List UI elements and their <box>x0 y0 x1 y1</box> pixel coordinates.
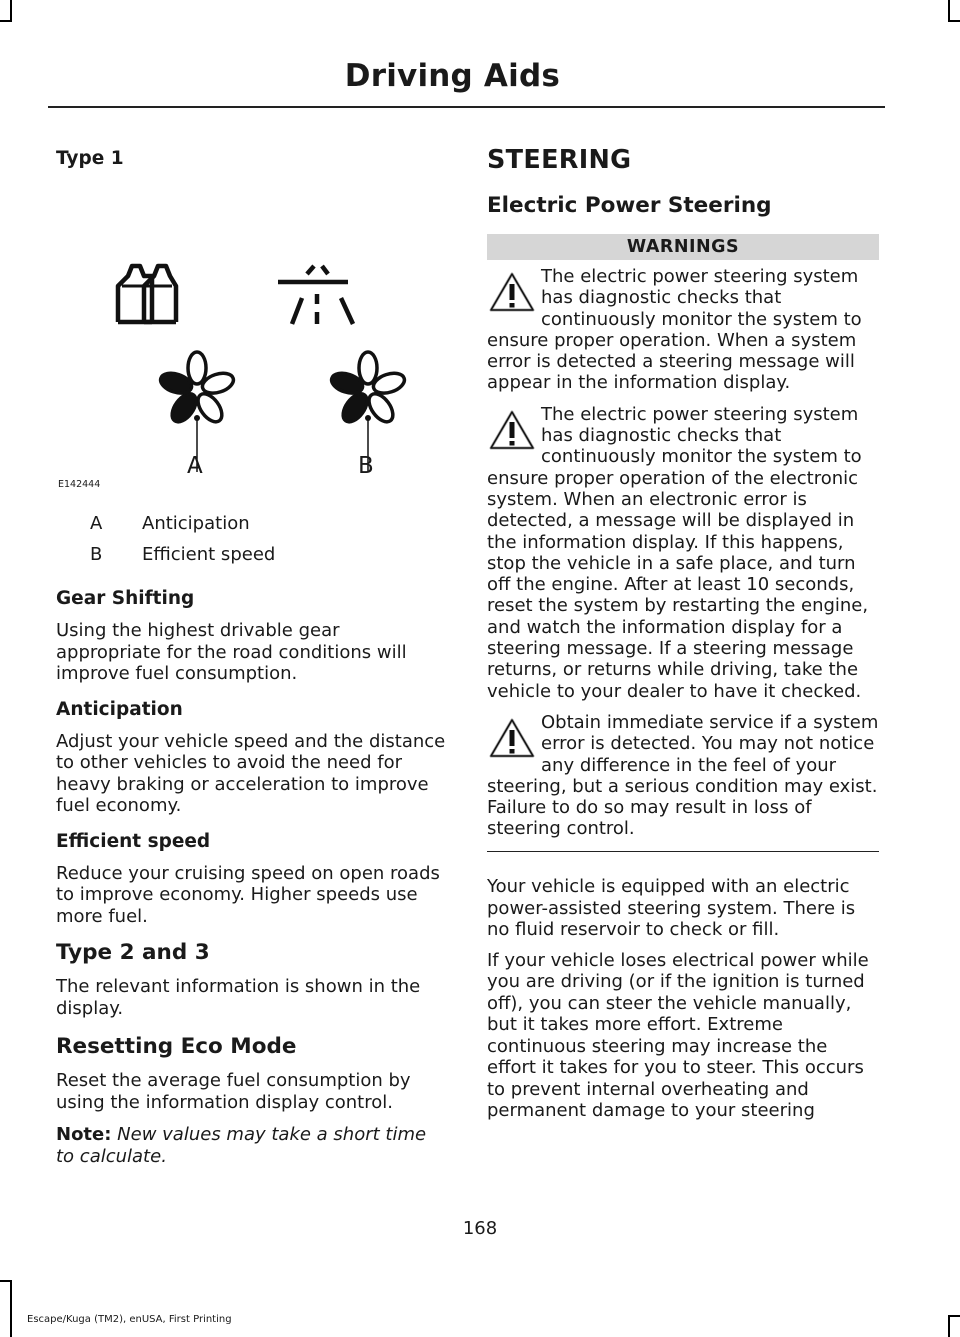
gear-shifting-text: Using the highest drivable gear appropriate for the road conditions will improve fuel consumption. <box>56 620 407 684</box>
warnings-end-rule <box>487 851 879 853</box>
anticipation-text: Adjust your vehicle speed and the distance to other vehicles to avoid the need for heavy braking or acceleration to improve fuel economy. <box>56 730 446 816</box>
edition-note: Escape/Kuga (TM2), enUSA, First Printing <box>27 1314 232 1325</box>
warning-text: Obtain immediate service if a system error is detected. You may not notice any difference in the feel of your steering, but a serious condition may exist. Failure to do so may result in loss of steering control. <box>487 711 879 840</box>
warnings-header: WARNINGS <box>487 234 879 260</box>
legend <box>56 508 448 570</box>
crop-mark <box>0 1280 12 1282</box>
legend-row <box>56 539 448 570</box>
warning-triangle-icon <box>487 404 537 462</box>
eps-paragraph-1: Your vehicle is equipped with an electric power-assisted steering system. There is no fluid reservoir to check or fill. <box>487 876 856 941</box>
right-column <box>487 138 879 1122</box>
crop-mark <box>948 0 950 22</box>
note <box>56 1124 448 1167</box>
left-column <box>56 138 448 1167</box>
warning-triangle-icon <box>487 712 537 770</box>
figure-code: E142444 <box>58 479 101 490</box>
figure-label-b: B <box>358 453 374 479</box>
anticipation-heading: Anticipation <box>56 698 183 720</box>
efficient-speed-heading: Efficient speed <box>56 830 211 852</box>
eco-mode-figure <box>56 174 448 504</box>
road-icon <box>278 266 353 324</box>
steering-heading: STEERING <box>487 145 632 175</box>
type23-heading: Type 2 and 3 <box>56 940 210 965</box>
type23-text: The relevant information is shown in the display. <box>56 976 421 1019</box>
warning-text: The electric power steering system has diagnostic checks that continuously monitor the system to ensure proper operation of the electronic system. When an electronic error is detected, a message will be displayed in the information display. If this happens, stop the vehicle in a safe place, and turn off the engine. After at least 10 seconds, reset the system by restarting the engine, and watch the information display for a steering message. If a steering message returns, or returns while driving, take the vehicle to your dealer to have it checked. <box>487 403 869 702</box>
crop-mark <box>948 1315 950 1337</box>
eps-heading: Electric Power Steering <box>487 193 772 218</box>
reset-eco-heading: Resetting Eco Mode <box>56 1034 297 1059</box>
crop-mark <box>948 20 960 22</box>
type1-heading: Type 1 <box>56 148 124 169</box>
header-rule <box>48 106 885 108</box>
legend-value: Anticipation <box>142 513 250 534</box>
two-cars-icon <box>118 266 176 322</box>
legend-value: Efficient speed <box>142 544 276 565</box>
crop-mark <box>948 1315 960 1317</box>
note-text: New values may take a short time to calculate. <box>56 1124 427 1167</box>
crop-mark <box>0 20 12 22</box>
legend-row <box>56 508 448 539</box>
page-section-title: Driving Aids <box>344 58 560 94</box>
note-label: Note: <box>56 1124 112 1145</box>
crop-mark <box>10 1280 12 1337</box>
warning-triangle-icon <box>487 266 537 324</box>
figure-label-a: A <box>187 453 203 479</box>
reset-eco-text: Reset the average fuel consumption by using the information display control. <box>56 1070 411 1113</box>
eco-illustration <box>56 174 448 494</box>
warning-item <box>487 404 879 702</box>
legend-key: A <box>90 513 103 534</box>
warning-item <box>487 712 879 840</box>
gear-shifting-heading: Gear Shifting <box>56 588 195 609</box>
warning-text: The electric power steering system has diagnostic checks that continuously monitor the system to ensure proper operation. When a system error is detected a steering message will appear in the information display. <box>487 266 862 394</box>
eps-paragraph-2: If your vehicle loses electrical power while you are driving (or if the ignition is turned off), you can steer the vehicle manually, but it takes more effort. Extreme continuous steering may increase the effort it takes for you to steer. This occurs to prevent internal overheating and permanent damage to your steering <box>487 949 869 1122</box>
warning-item <box>487 266 879 394</box>
efficient-speed-text: Reduce your cruising speed on open roads to improve economy. Higher speeds use more fuel. <box>56 862 440 927</box>
legend-key: B <box>90 544 103 565</box>
page-number: 168 <box>462 1218 498 1239</box>
crop-mark <box>10 0 12 22</box>
